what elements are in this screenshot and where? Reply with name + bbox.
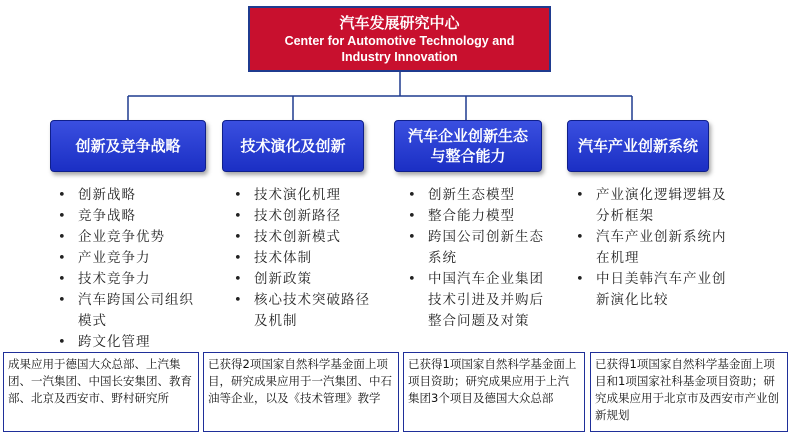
result-text: 已获得1项国家自然科学基金面上项目资助；研究成果应用于上汽集团3个项目及德国大众总部 xyxy=(408,357,577,405)
list-item: • 创新政策 xyxy=(228,269,378,290)
result-box-innovation-ecosystem xyxy=(403,352,585,432)
list-item: • 汽车产业创新系统内在机理 xyxy=(570,227,734,269)
category-title: 创新及竞争战略 xyxy=(75,137,181,155)
list-item: • 企业竞争优势 xyxy=(52,227,198,248)
category-box-industry-innovation-system xyxy=(567,120,709,172)
result-text: 已获得2项国家自然科学基金面上项目，研究成果应用于一汽集团、中石油等企业，以及《技术管理》教学 xyxy=(208,357,392,405)
list-item: • 汽车跨国公司组织模式 xyxy=(52,290,198,332)
result-box-technology-evolution xyxy=(203,352,399,432)
category-box-innovation-strategy xyxy=(50,120,206,172)
category-title: 汽车产业创新系统 xyxy=(577,137,698,155)
center-box xyxy=(248,6,551,72)
list-item: • 创新生态模型 xyxy=(402,185,552,206)
list-item: • 核心技术突破路径及机制 xyxy=(228,290,378,332)
category-box-innovation-ecosystem xyxy=(394,120,542,172)
center-subtitle-line2: Industry Innovation xyxy=(341,50,458,64)
center-subtitle-line1: Center for Automotive Technology and xyxy=(284,34,515,48)
list-item: • 技术创新路径 xyxy=(228,206,378,227)
list-item: • 整合能力模型 xyxy=(402,206,552,227)
list-item: • 创新战略 xyxy=(52,185,198,206)
list-item: • 中国汽车企业集团技术引进及并购后整合问题及对策 xyxy=(402,269,552,332)
category-title: 汽车企业创新生态与整合能力 xyxy=(407,127,528,165)
item-list-industry-innovation-system xyxy=(570,185,734,311)
list-item: • 中日美韩汽车产业创新演化比较 xyxy=(570,269,734,311)
list-item: • 跨国公司创新生态系统 xyxy=(402,227,552,269)
result-box-industry-innovation-system xyxy=(590,352,788,432)
list-item: • 产业竞争力 xyxy=(52,248,198,269)
result-text: 成果应用于德国大众总部、上汽集团、一汽集团、中国长安集团、教育部、北京及西安市、野村研究所 xyxy=(8,357,192,405)
list-item: • 技术演化机理 xyxy=(228,185,378,206)
item-list-innovation-ecosystem xyxy=(402,185,552,332)
list-item: • 技术体制 xyxy=(228,248,378,269)
list-item: • 跨文化管理 xyxy=(52,332,198,353)
list-item: • 技术创新模式 xyxy=(228,227,378,248)
category-title: 技术演化及创新 xyxy=(240,137,346,155)
list-item: • 技术竞争力 xyxy=(52,269,198,290)
category-box-technology-evolution xyxy=(222,120,364,172)
list-item: • 产业演化逻辑逻辑及分析框架 xyxy=(570,185,734,227)
item-list-technology-evolution xyxy=(228,185,378,332)
center-title: 汽车发展研究中心 xyxy=(339,14,460,32)
result-box-innovation-strategy xyxy=(3,352,199,432)
list-item: • 竞争战略 xyxy=(52,206,198,227)
result-text: 已获得1项国家自然科学基金面上项目和1项国家社科基金项目资助；研究成果应用于北京市及西安市产业创新规划 xyxy=(595,357,779,422)
item-list-innovation-strategy xyxy=(52,185,198,353)
